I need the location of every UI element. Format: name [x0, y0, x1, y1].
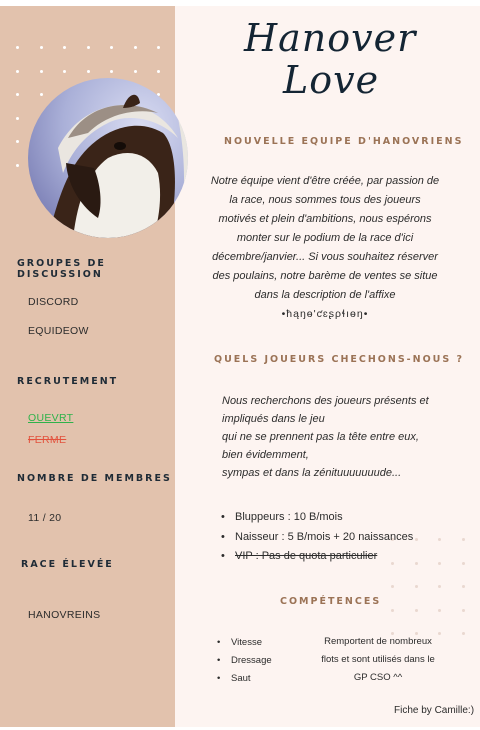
decorative-dot	[157, 70, 160, 73]
decorative-dot	[110, 70, 113, 73]
decorative-dot	[415, 538, 418, 541]
decorative-dot	[134, 46, 137, 49]
intro-heading: NOUVELLE EQUIPE D'HANOVRIENS	[224, 136, 464, 147]
recruit-heading: QUELS JOUEURS CHECHONS-NOUS ?	[214, 354, 465, 365]
sidebar	[0, 6, 175, 727]
decorative-dot	[438, 609, 441, 612]
decorative-dot	[63, 70, 66, 73]
skills-description: Remportent de nombreux flots et sont utilisés dans le GP CSO ^^	[321, 636, 435, 683]
recruitment-closed-status: FERME	[28, 434, 67, 446]
skills-heading: COMPÉTENCES	[280, 596, 382, 607]
character-sheet	[0, 6, 480, 727]
decorative-dot	[462, 585, 465, 588]
decorative-dot	[40, 93, 43, 96]
horse-avatar	[28, 78, 188, 238]
skills-list	[215, 634, 272, 688]
decorative-dot	[134, 70, 137, 73]
decorative-dot	[462, 609, 465, 612]
list-item: • Dressage	[215, 652, 272, 670]
groups-heading: GROUPES DE DISCUSSION	[17, 258, 106, 280]
decorative-dot	[157, 46, 160, 49]
recruit-line: Nous recherchons des joueurs présents et impliqués dans le jeu	[222, 395, 429, 425]
decorative-dot	[87, 46, 90, 49]
group-item-equideow[interactable]: EQUIDEOW	[28, 325, 89, 337]
decorative-dot	[415, 585, 418, 588]
quota-list	[218, 508, 413, 567]
decorative-dot	[16, 140, 19, 143]
decorative-dot	[438, 585, 441, 588]
race-value: HANOVREINS	[28, 609, 101, 621]
decorative-dot	[438, 538, 441, 541]
list-item: • Vitesse	[215, 634, 272, 652]
decorative-dot	[391, 585, 394, 588]
decorative-dot	[87, 70, 90, 73]
recruit-text-block	[222, 392, 442, 482]
intro-text-block	[210, 172, 440, 324]
decorative-dot	[462, 632, 465, 635]
recruitment-open-status: OUEVRT	[28, 412, 74, 424]
list-item: • Bluppeurs : 10 B/mois	[218, 508, 413, 528]
group-item-discord[interactable]: DISCORD	[28, 296, 79, 308]
recruit-line: qui ne se prennent pas la tête entre eux, bien évidemment,	[222, 431, 419, 461]
decorative-dot	[438, 562, 441, 565]
recruit-line: sympas et dans la zénituuuuuuude...	[222, 467, 402, 479]
decorative-dot	[16, 70, 19, 73]
list-item: • VIP : Pas de quota particulier	[218, 547, 413, 567]
decorative-dot	[40, 70, 43, 73]
decorative-dot	[40, 46, 43, 49]
decorative-dot	[391, 609, 394, 612]
decorative-dot	[462, 538, 465, 541]
intro-paragraph: Notre équipe vient d'être créée, par passion de la race, nous sommes tous des joueurs motivés et plein d'ambitions, nous espérons monter sur le podium de la race d'ici décembre/janvier... Si vous souhaitez réserver des poulains, notre barème de ventes se situe dans la description de l'affixe	[210, 175, 440, 301]
decorative-dot	[415, 609, 418, 612]
list-item: • Saut	[215, 670, 272, 688]
race-heading: RACE ÉLEVÉE	[21, 559, 114, 570]
list-item: • Naisseur : 5 B/mois + 20 naissances	[218, 528, 413, 548]
members-heading: NOMBRE DE MEMBRES	[17, 473, 172, 484]
decorative-dot	[63, 46, 66, 49]
recruitment-heading: RECRUTEMENT	[17, 376, 119, 387]
decorative-dot	[16, 117, 19, 120]
members-count: 11 / 20	[28, 512, 62, 524]
page-title-line2: Love	[283, 58, 380, 102]
team-signature: •ħąŋɵ'ƈɛʂρɬıɵŋ•	[281, 308, 369, 320]
decorative-dot	[462, 562, 465, 565]
decorative-dot	[16, 46, 19, 49]
decorative-dot	[438, 632, 441, 635]
decorative-dot	[16, 93, 19, 96]
page-title-line1: Hanover	[244, 16, 417, 60]
decorative-dot	[110, 46, 113, 49]
decorative-dot	[415, 562, 418, 565]
credit-text: Fiche by Camille:)	[394, 705, 475, 716]
decorative-dot	[16, 164, 19, 167]
